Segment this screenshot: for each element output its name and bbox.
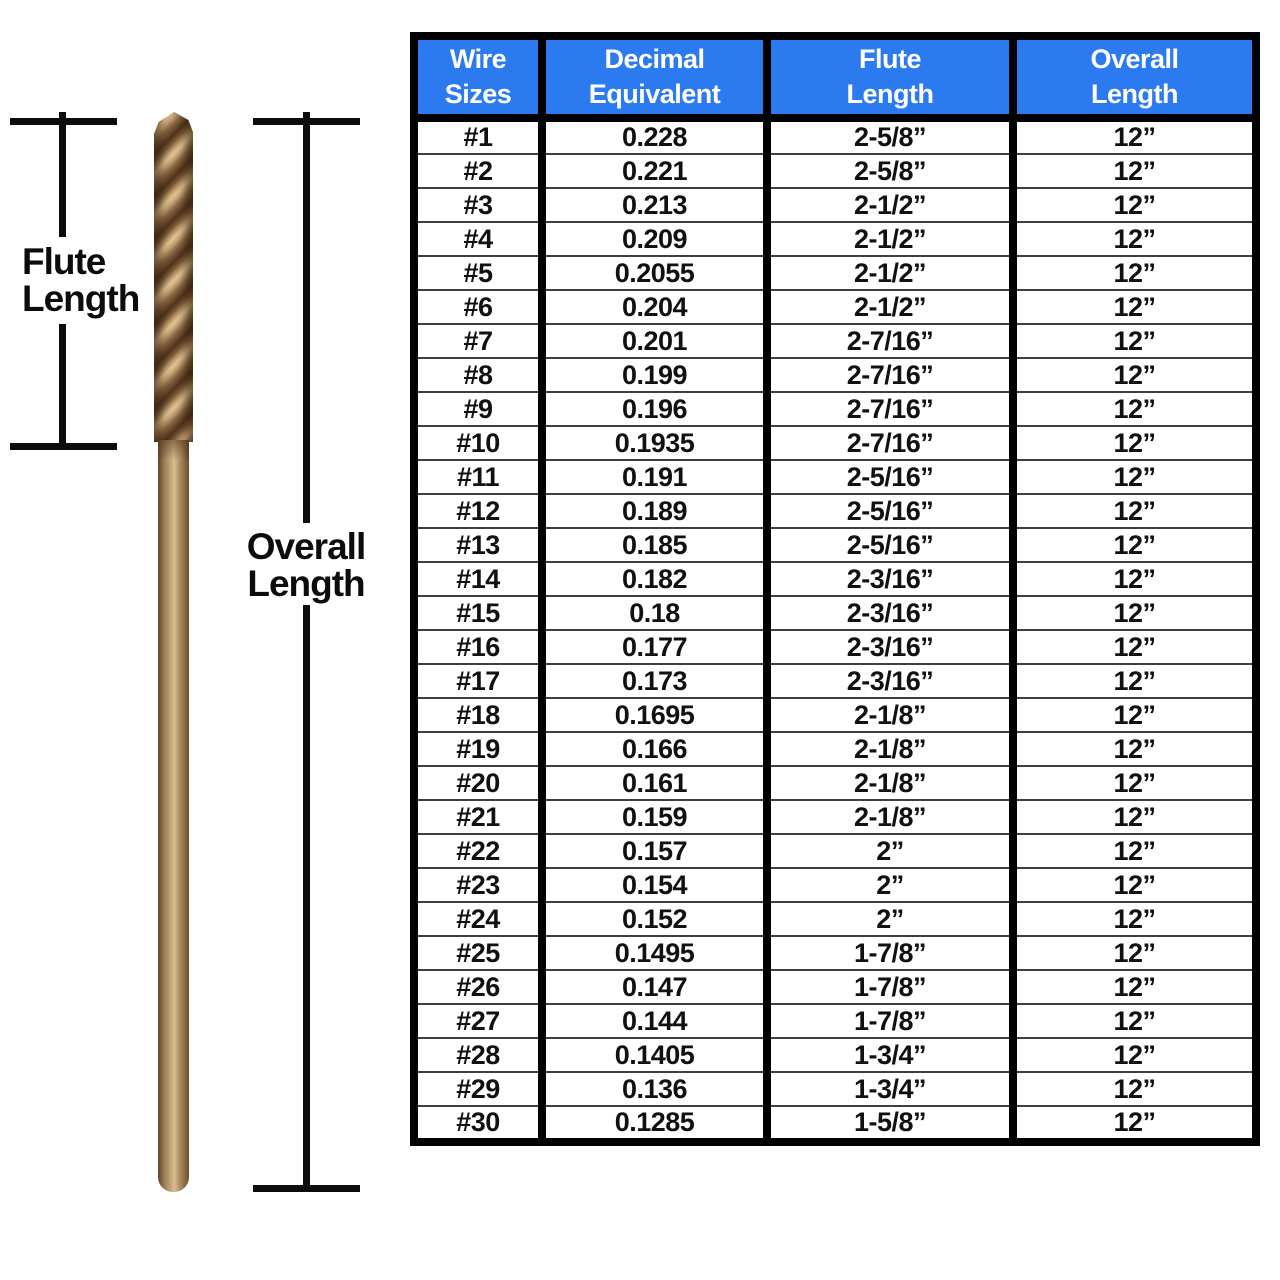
overall-length-cell: 12” xyxy=(1013,902,1256,936)
flute-length-cell: 2-1/8” xyxy=(767,732,1013,766)
size-table xyxy=(410,32,1260,1146)
flute-length-cell: 2” xyxy=(767,834,1013,868)
decimal-equivalent-cell: 0.152 xyxy=(542,902,767,936)
flute-length-cell: 2-3/16” xyxy=(767,664,1013,698)
wire-size-cell: #30 xyxy=(414,1106,542,1142)
table-row xyxy=(414,562,1256,596)
wire-size-cell: #15 xyxy=(414,596,542,630)
decimal-equivalent-cell: 0.189 xyxy=(542,494,767,528)
overall-length-cell: 12” xyxy=(1013,1072,1256,1106)
decimal-equivalent-cell: 0.201 xyxy=(542,324,767,358)
size-table-body xyxy=(414,118,1256,1142)
table-row xyxy=(414,1038,1256,1072)
wire-size-cell: #26 xyxy=(414,970,542,1004)
header-row xyxy=(414,36,1256,118)
overall-length-cell: 12” xyxy=(1013,426,1256,460)
header-decimal-equivalent xyxy=(542,36,767,118)
flute-length-cell: 2-1/2” xyxy=(767,222,1013,256)
decimal-equivalent-cell: 0.144 xyxy=(542,1004,767,1038)
table-row xyxy=(414,118,1256,154)
overall-length-cell: 12” xyxy=(1013,732,1256,766)
decimal-equivalent-cell: 0.157 xyxy=(542,834,767,868)
decimal-equivalent-cell: 0.1935 xyxy=(542,426,767,460)
decimal-equivalent-cell: 0.18 xyxy=(542,596,767,630)
table-row xyxy=(414,1072,1256,1106)
overall-length-cell: 12” xyxy=(1013,392,1256,426)
header-wire-line2: Sizes xyxy=(444,79,512,109)
wire-size-cell: #20 xyxy=(414,766,542,800)
table-row xyxy=(414,1004,1256,1038)
flute-length-cell: 2-5/8” xyxy=(767,154,1013,188)
flute-length-cell: 2-1/8” xyxy=(767,766,1013,800)
wire-size-cell: #24 xyxy=(414,902,542,936)
wire-size-cell: #3 xyxy=(414,188,542,222)
table-row xyxy=(414,732,1256,766)
table-row xyxy=(414,936,1256,970)
table-row xyxy=(414,256,1256,290)
table-row xyxy=(414,698,1256,732)
overall-length-cell: 12” xyxy=(1013,800,1256,834)
wire-size-cell: #17 xyxy=(414,664,542,698)
overall-length-cell: 12” xyxy=(1013,154,1256,188)
wire-size-cell: #27 xyxy=(414,1004,542,1038)
wire-size-cell: #2 xyxy=(414,154,542,188)
overall-length-cell: 12” xyxy=(1013,1106,1256,1142)
table-row xyxy=(414,188,1256,222)
overall-length-label xyxy=(226,528,386,602)
table-row xyxy=(414,324,1256,358)
table-row xyxy=(414,766,1256,800)
overall-length-cell: 12” xyxy=(1013,834,1256,868)
flute-length-cell: 1-7/8” xyxy=(767,1004,1013,1038)
flute-length-cell: 2-1/2” xyxy=(767,188,1013,222)
flute-length-cell: 2-5/16” xyxy=(767,528,1013,562)
decimal-equivalent-cell: 0.228 xyxy=(542,118,767,154)
flute-length-cell: 1-7/8” xyxy=(767,970,1013,1004)
header-flute-line1: Flute xyxy=(859,44,921,74)
wire-size-cell: #9 xyxy=(414,392,542,426)
flute-length-cell: 1-3/4” xyxy=(767,1038,1013,1072)
flute-length-label-line1: Flute xyxy=(22,241,106,282)
table-row xyxy=(414,392,1256,426)
flute-length-cell: 1-5/8” xyxy=(767,1106,1013,1142)
overall-length-cell: 12” xyxy=(1013,630,1256,664)
overall-dim-bottom-tick xyxy=(253,1185,360,1192)
overall-length-cell: 12” xyxy=(1013,256,1256,290)
decimal-equivalent-cell: 0.196 xyxy=(542,392,767,426)
decimal-equivalent-cell: 0.213 xyxy=(542,188,767,222)
wire-size-cell: #13 xyxy=(414,528,542,562)
table-row xyxy=(414,528,1256,562)
decimal-equivalent-cell: 0.221 xyxy=(542,154,767,188)
drill-bit-flute-runout xyxy=(158,440,189,462)
flute-length-cell: 2-3/16” xyxy=(767,596,1013,630)
table-row xyxy=(414,290,1256,324)
flute-length-cell: 2-7/16” xyxy=(767,426,1013,460)
decimal-equivalent-cell: 0.1285 xyxy=(542,1106,767,1142)
decimal-equivalent-cell: 0.209 xyxy=(542,222,767,256)
table-row xyxy=(414,834,1256,868)
overall-length-cell: 12” xyxy=(1013,324,1256,358)
wire-size-cell: #19 xyxy=(414,732,542,766)
table-row xyxy=(414,596,1256,630)
table-row xyxy=(414,630,1256,664)
header-overall-length xyxy=(1013,36,1256,118)
decimal-equivalent-cell: 0.1695 xyxy=(542,698,767,732)
decimal-equivalent-cell: 0.185 xyxy=(542,528,767,562)
header-overall-line1: Overall xyxy=(1090,44,1179,74)
wire-size-cell: #29 xyxy=(414,1072,542,1106)
overall-length-cell: 12” xyxy=(1013,290,1256,324)
decimal-equivalent-cell: 0.191 xyxy=(542,460,767,494)
wire-size-cell: #18 xyxy=(414,698,542,732)
wire-size-cell: #4 xyxy=(414,222,542,256)
decimal-equivalent-cell: 0.204 xyxy=(542,290,767,324)
overall-length-cell: 12” xyxy=(1013,1004,1256,1038)
decimal-equivalent-cell: 0.182 xyxy=(542,562,767,596)
wire-size-cell: #6 xyxy=(414,290,542,324)
table-row xyxy=(414,868,1256,902)
wire-size-cell: #16 xyxy=(414,630,542,664)
overall-length-cell: 12” xyxy=(1013,868,1256,902)
table-row xyxy=(414,154,1256,188)
table-row xyxy=(414,902,1256,936)
table-row xyxy=(414,1106,1256,1142)
flute-length-cell: 2-3/16” xyxy=(767,630,1013,664)
header-overall-line2: Length xyxy=(1091,79,1178,109)
drill-bit-flutes xyxy=(154,112,193,442)
header-flute-length xyxy=(767,36,1013,118)
overall-length-cell: 12” xyxy=(1013,118,1256,154)
table-row xyxy=(414,426,1256,460)
overall-length-cell: 12” xyxy=(1013,188,1256,222)
header-wire-sizes xyxy=(414,36,542,118)
header-flute-line2: Length xyxy=(846,79,934,109)
wire-size-cell: #14 xyxy=(414,562,542,596)
wire-size-cell: #25 xyxy=(414,936,542,970)
overall-dim-line-upper xyxy=(303,112,310,523)
wire-size-cell: #22 xyxy=(414,834,542,868)
flute-length-cell: 2-3/16” xyxy=(767,562,1013,596)
flute-dim-bottom-tick xyxy=(10,443,117,450)
decimal-equivalent-cell: 0.161 xyxy=(542,766,767,800)
wire-size-cell: #21 xyxy=(414,800,542,834)
decimal-equivalent-cell: 0.2055 xyxy=(542,256,767,290)
flute-length-cell: 2-5/16” xyxy=(767,460,1013,494)
table-row xyxy=(414,460,1256,494)
decimal-equivalent-cell: 0.154 xyxy=(542,868,767,902)
decimal-equivalent-cell: 0.166 xyxy=(542,732,767,766)
wire-size-cell: #5 xyxy=(414,256,542,290)
overall-length-cell: 12” xyxy=(1013,1038,1256,1072)
flute-length-cell: 1-3/4” xyxy=(767,1072,1013,1106)
decimal-equivalent-cell: 0.1495 xyxy=(542,936,767,970)
wire-size-cell: #10 xyxy=(414,426,542,460)
header-decimal-line2: Equivalent xyxy=(588,79,721,109)
flute-length-label-line2: Length xyxy=(22,278,140,319)
flute-length-cell: 2-7/16” xyxy=(767,324,1013,358)
flute-length-label xyxy=(22,243,139,317)
table-row xyxy=(414,800,1256,834)
table-row xyxy=(414,222,1256,256)
wire-size-cell: #23 xyxy=(414,868,542,902)
overall-length-cell: 12” xyxy=(1013,766,1256,800)
flute-length-cell: 2” xyxy=(767,902,1013,936)
overall-length-cell: 12” xyxy=(1013,562,1256,596)
flute-length-cell: 2-1/8” xyxy=(767,800,1013,834)
flute-length-cell: 2-5/8” xyxy=(767,118,1013,154)
wire-size-cell: #11 xyxy=(414,460,542,494)
header-wire-line1: Wire xyxy=(449,44,507,74)
overall-length-cell: 12” xyxy=(1013,970,1256,1004)
overall-length-cell: 12” xyxy=(1013,494,1256,528)
size-table-header xyxy=(414,36,1256,118)
table-row xyxy=(414,664,1256,698)
decimal-equivalent-cell: 0.173 xyxy=(542,664,767,698)
overall-length-cell: 12” xyxy=(1013,596,1256,630)
table-row xyxy=(414,970,1256,1004)
decimal-equivalent-cell: 0.159 xyxy=(542,800,767,834)
flute-dim-line-lower xyxy=(59,324,66,450)
decimal-equivalent-cell: 0.177 xyxy=(542,630,767,664)
flute-length-cell: 1-7/8” xyxy=(767,936,1013,970)
flute-length-cell: 2-1/2” xyxy=(767,256,1013,290)
drill-bit-shank xyxy=(158,460,189,1192)
overall-length-label-line2: Length xyxy=(247,563,365,604)
table-row xyxy=(414,494,1256,528)
overall-length-cell: 12” xyxy=(1013,698,1256,732)
overall-length-cell: 12” xyxy=(1013,528,1256,562)
table-row xyxy=(414,358,1256,392)
flute-length-cell: 2” xyxy=(767,868,1013,902)
flute-length-cell: 2-5/16” xyxy=(767,494,1013,528)
overall-length-cell: 12” xyxy=(1013,936,1256,970)
wire-size-cell: #12 xyxy=(414,494,542,528)
decimal-equivalent-cell: 0.136 xyxy=(542,1072,767,1106)
flute-dim-line-upper xyxy=(59,112,66,237)
flute-length-cell: 2-1/2” xyxy=(767,290,1013,324)
overall-length-cell: 12” xyxy=(1013,358,1256,392)
wire-size-cell: #28 xyxy=(414,1038,542,1072)
overall-length-cell: 12” xyxy=(1013,222,1256,256)
overall-length-cell: 12” xyxy=(1013,460,1256,494)
wire-size-cell: #8 xyxy=(414,358,542,392)
decimal-equivalent-cell: 0.199 xyxy=(542,358,767,392)
overall-length-label-line1: Overall xyxy=(246,526,366,567)
decimal-equivalent-cell: 0.1405 xyxy=(542,1038,767,1072)
wire-size-cell: #7 xyxy=(414,324,542,358)
size-table-container xyxy=(410,32,1260,1146)
decimal-equivalent-cell: 0.147 xyxy=(542,970,767,1004)
flute-length-cell: 2-1/8” xyxy=(767,698,1013,732)
overall-dim-line-lower xyxy=(303,605,310,1188)
overall-length-cell: 12” xyxy=(1013,664,1256,698)
flute-length-cell: 2-7/16” xyxy=(767,392,1013,426)
wire-size-cell: #1 xyxy=(414,118,542,154)
flute-length-cell: 2-7/16” xyxy=(767,358,1013,392)
header-decimal-line1: Decimal xyxy=(604,44,705,74)
